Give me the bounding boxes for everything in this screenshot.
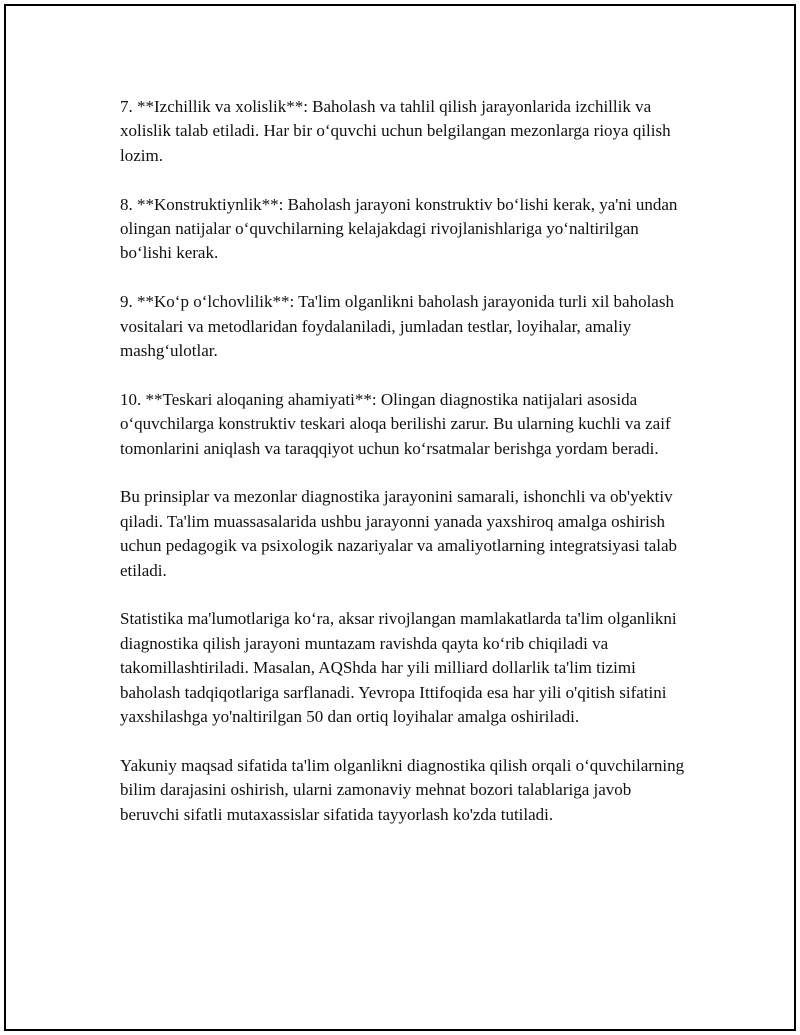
paragraph-principle-10: 10. **Teskari aloqaning ahamiyati**: Olingan diagnostika natijalari asosida o‘quvchilarga konstruktiv teskari aloqa berilishi zarur. Bu ularning kuchli va zaif tomonlarini aniqlash va taraqqiyot uchun ko‘rsatmalar berishga yordam beradi. — [120, 389, 671, 458]
paragraph-principle-7: 7. **Izchillik va xolislik**: Baholash va tahlil qilish jarayonlarida izchillik va xolislik talab etiladi. Har bir o‘quvchi uchun belgilangan mezonlarga rioya qilish lozim. — [120, 97, 671, 165]
paragraph-principle-8: 8. **Konstruktiynlik**: Baholash jarayoni konstruktiv bo‘lishi kerak, ya'ni undan olingan natijalar o‘quvchilarning kelajakdagi rivojlanishlariga yo‘naltirilgan bo‘lishi kerak. — [120, 194, 678, 263]
paragraph-principle-9: 9. **Ko‘p o‘lchovlilik**: Ta'lim olganlikni baholash jarayonida turli xil baholash vositalari va metodlaridan foydalaniladi, jumladan testlar, loyihalar, amaliy mashg‘ulotlar. — [120, 292, 674, 361]
document-body — [120, 95, 694, 851]
paragraph-conclusion: Yakuniy maqsad sifatida ta'lim olganlikni diagnostika qilish orqali o‘quvchilarning bilim darajasini oshirish, ularni zamonaviy mehnat bozori talablariga javob beruvchi sifatli mutaxassislar sifatida tayyorlash ko'zda tutiladi. — [120, 755, 685, 824]
paragraph-summary: Bu prinsiplar va mezonlar diagnostika jarayonini samarali, ishonchli va ob'yektiv qiladi. Ta'lim muassasalarida ushbu jarayonni yanada yaxshiroq amalga oshirish uchun pedagogik va psixologik nazariyalar va amaliyotlarning integratsiyasi talab etiladi. — [120, 487, 678, 580]
paragraph-statistics: Statistika ma'lumotlariga ko‘ra, aksar rivojlangan mamlakatlarda ta'lim olganlikni diagnostika qilish jarayoni muntazam ravishda qayta ko‘rib chiqiladi va takomillashtiriladi. Masalan, AQShda har yili milliard dollarlik ta'lim tizimi baholash tadqiqotlariga sarflanadi. Yevropa Ittifoqida esa har yili o'qitish sifatini yaxshilashga yo'naltirilgan 50 dan ortiq loyihalar amalga oshiriladi. — [120, 609, 677, 727]
page-frame — [4, 4, 796, 1031]
